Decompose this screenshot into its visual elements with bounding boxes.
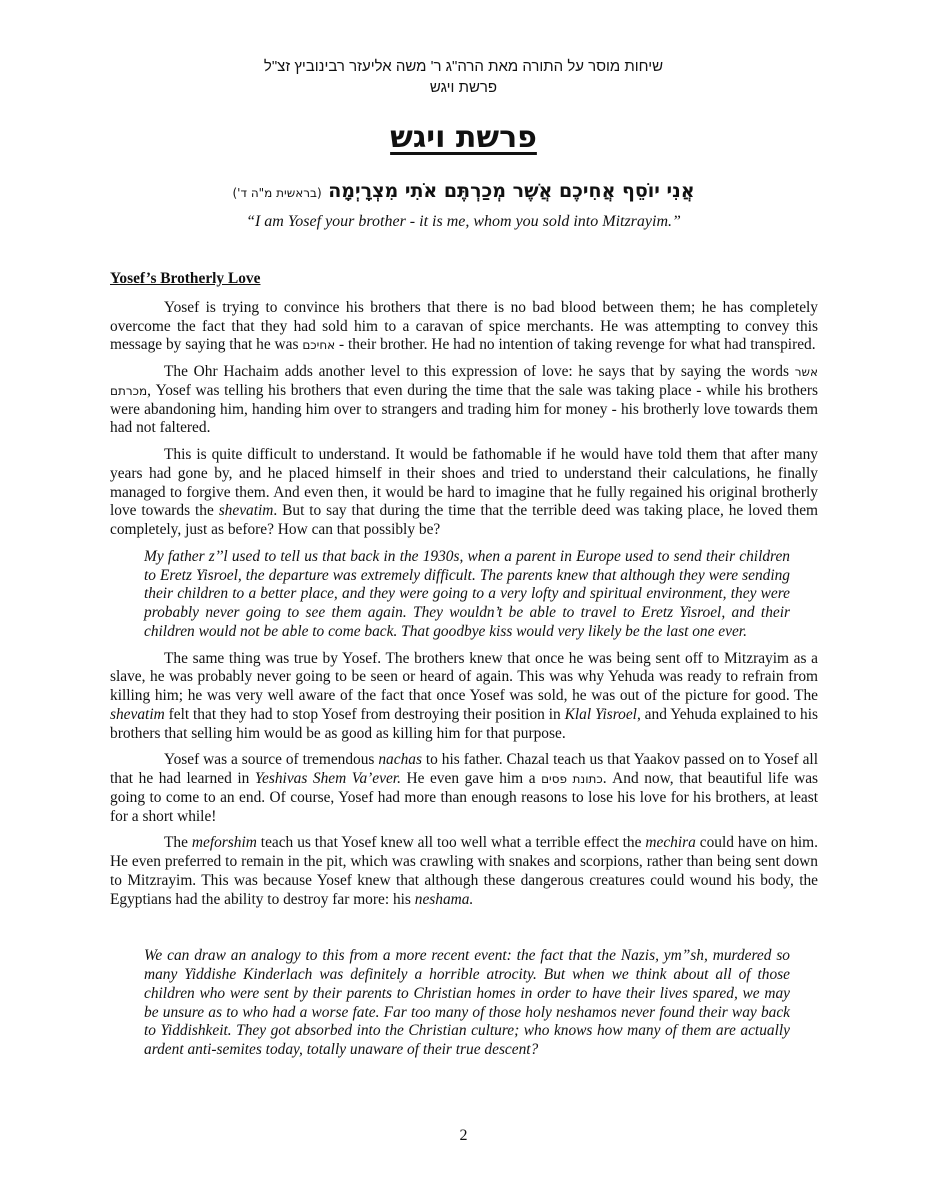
text-segment: could have on him. He even preferred to remain in the pit, which was crawling with snakes and scorpions, rather than being sent down to Mitzrayim. This was because Yosef knew that although these dangerous creatures could wound his body, the Egyptians had the ability to destroy far more: his	[110, 834, 819, 908]
hebrew-term: כתונת פסים	[541, 772, 603, 786]
page-title-text: פרשת ויגש	[390, 120, 537, 155]
header-line-2: פרשת ויגש	[429, 79, 498, 96]
text-segment: He even gave him a	[400, 770, 542, 787]
page-number: 2	[459, 1127, 468, 1144]
text-segment: , and Yehuda explained to his brothers that selling him would be as good as killing him for that purpose.	[110, 705, 818, 742]
header-line-1: שיחות מוסר על התורה מאת הרה"ג ר' משה אליעזר רבינוביץ זצ"ל	[263, 58, 664, 75]
text-segment: The Ohr Hachaim adds another level to this expression of love: he says that by saying the words	[164, 363, 795, 380]
text-segment: to his father. Chazal teach us that Yaakov passed on to Yosef all that he had learned in	[110, 751, 818, 787]
hebrew-term: אשר מכרתם	[110, 365, 818, 398]
text-segment: , Yosef was telling his brothers that even during the time that the sale was taking place - while his brothers were abandoning him, handing him over to strangers and trading him for money - his brotherly love towards them had not faltered.	[110, 381, 818, 437]
hebrew-term: אחיכם	[302, 338, 336, 353]
body-paragraph	[110, 299, 818, 355]
verse-hebrew	[0, 180, 927, 202]
body-paragraph	[110, 363, 818, 438]
text-segment: My father z’’l used to tell us that back in the 1930s, when a parent in Europe used to send their children to Eretz Yisroel, the departure was extremely difficult. The parents knew that although they were sending their children to a better place, and they were going to a very lofty and spiritual environment, they were probably never going to see them again. They wouldn’t be able to travel to Eretz Yisroel, and their children would not be able to come back. That goodbye kiss would very likely be the last one ever.	[144, 547, 790, 640]
body-paragraph	[110, 446, 818, 540]
section-heading: Yosef’s Brotherly Love	[110, 270, 261, 287]
quote-paragraph	[144, 947, 790, 1060]
verse-translation: “I am Yosef your brother - it is me, whom you sold into Mitzrayim.”	[246, 213, 681, 230]
italic-term: Klal Yisroel	[564, 705, 637, 723]
italic-term: Yeshivas Shem Va’ever.	[254, 770, 401, 787]
text-segment: . But to say that during the time that the terrible deed was taking place, he loved them completely, just as before? How can that possibly be?	[110, 502, 818, 538]
italic-term: shevatim	[110, 705, 165, 723]
text-segment: This is quite difficult to understand. It would be fathomable if he would have told them that after many years had gone by, and he placed himself in their shoes and tried to understand their calculations, he finally managed to forgive them. And even then, it would be hard to imagine that he fully regained his original brotherly love towards the	[110, 446, 818, 520]
text-segment: felt that they had to stop Yosef from destroying their position in	[164, 705, 565, 723]
text-segment: Yosef is trying to convince his brothers that there is no bad blood between them; he has completely overcome the fact that they had sold him to a caravan of spice merchants. He was attempting to convey this message by saying that he was	[110, 298, 818, 354]
page-title	[0, 120, 927, 155]
text-segment: The	[164, 834, 192, 852]
verse-source: (בראשית מ"ה ד')	[232, 186, 322, 200]
italic-term: mechira	[645, 834, 696, 852]
italic-term: neshama.	[414, 890, 474, 908]
italic-term: shevatim	[218, 502, 274, 520]
text-segment: We can draw an analogy to this from a more recent event: the fact that the Nazis, ym”sh, murdered so many Yiddishe Kinderlach was definitely a horrible atrocity. But when we think about all of those children who were sent by their parents to Christian homes in order to have their lives spared, we may be unsure as to who had a worse fate. Far too many of those holy neshamos never found their way back to Yiddishkeit. They got absorbed into the Christian culture; who knows how many of them are actually ardent anti-semites today, totally unaware of their true descent?	[144, 947, 790, 1058]
italic-term: meforshim	[191, 834, 257, 852]
text-segment: teach us that Yosef knew all too well what a terrible effect the	[256, 834, 646, 852]
body-paragraph	[110, 751, 818, 826]
text-segment: Yosef was a source of tremendous	[164, 751, 379, 769]
quote-paragraph	[144, 548, 790, 642]
body-paragraph	[110, 650, 818, 744]
paragraphs	[110, 299, 818, 1060]
body-paragraph	[110, 834, 818, 909]
text-segment: - their brother. He had no intention of taking revenge for what had transpired.	[335, 336, 816, 354]
running-header	[0, 56, 927, 98]
text-segment: The same thing was true by Yosef. The brothers knew that once he was being sent off to Mitzrayim as a slave, he was probably never going to be seen or heard of again. This was why Yehuda was ready to refrain from killing him; he was very well aware of the fact that once Yosef was sold, he was out of the picture for good. The	[110, 649, 818, 704]
article-body	[110, 270, 818, 1068]
verse-text: אֲנִי יוֹסֵף אֲחִיכֶם אֲשֶׁר מְכַרְתֶּם אֹתִי מִצְרָיְמָה	[328, 180, 695, 202]
italic-term: nachas	[378, 751, 422, 769]
text-segment: . And now, that beautiful life was going to come to an end. Of course, Yosef had more than enough reasons to lose his love for his brothers, at least for a short while!	[110, 770, 819, 825]
